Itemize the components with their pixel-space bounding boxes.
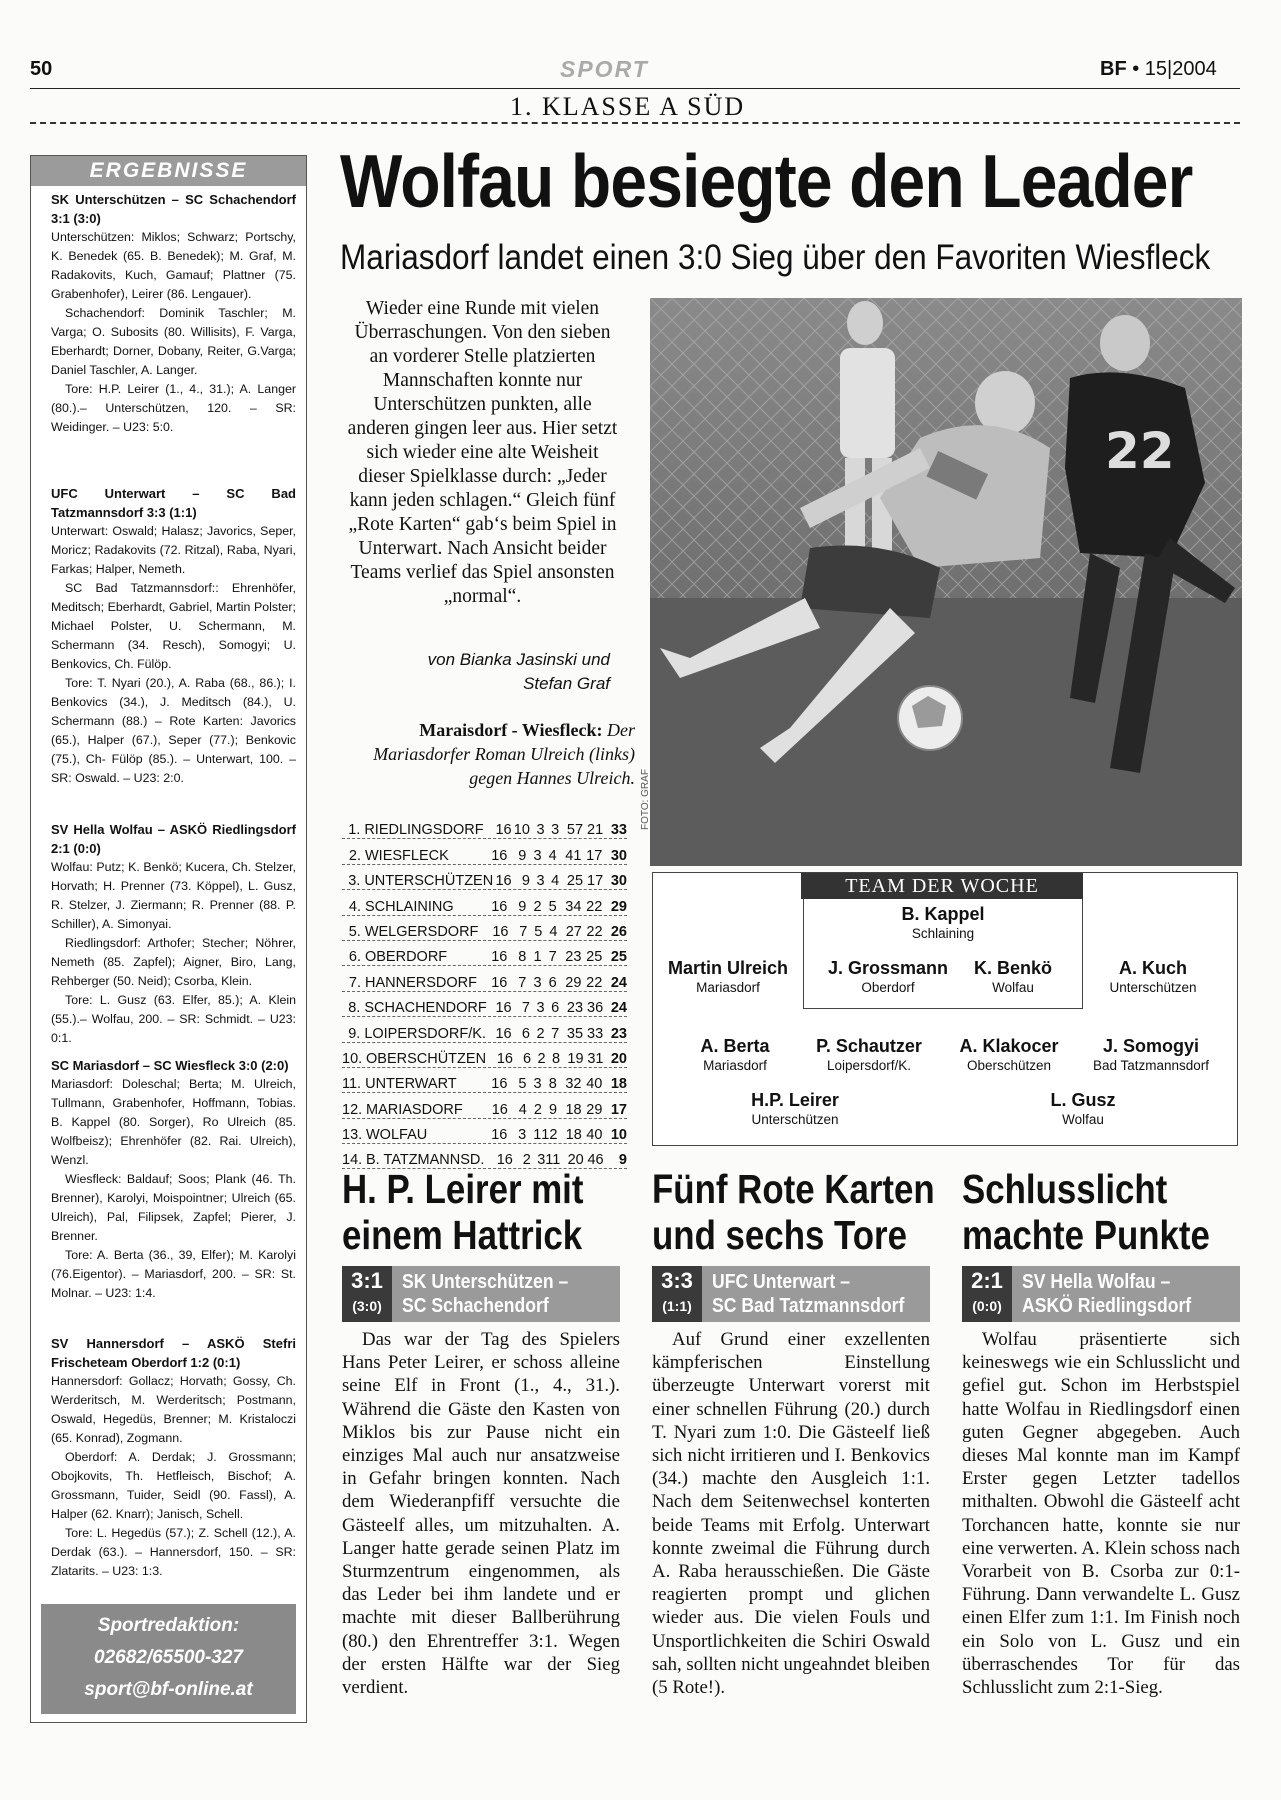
player-name: Martin Ulreich (667, 958, 789, 978)
match-result-3 (51, 820, 296, 1048)
contact-box (41, 1604, 296, 1714)
player-club: Unterschützen (1109, 980, 1197, 995)
standings-row (342, 1017, 627, 1042)
standings-pos: 2. (348, 847, 361, 864)
player-name: J. Somogyi (1102, 1036, 1200, 1056)
standings-g: 16 (495, 1025, 512, 1042)
player-forward-1 (715, 1089, 875, 1128)
results-sidebar (30, 155, 307, 1723)
column-2-headline (652, 1166, 935, 1258)
match-title: UFC Unterwart – SC Bad Tatzmannsdorf 3:3 (1:1) (51, 486, 296, 520)
player-club: Oberschützen (966, 1058, 1052, 1073)
standings-d: 2 (533, 898, 542, 915)
team-home: SK Unterschützen – (402, 1271, 569, 1293)
lineup-home: Mariasdorf: Doleschal; Berta; M. Ulreich, Tullmann, Grabenhofer, Hoffmann, Tobias. B. Kappel (80. Sorger), Ro Ulreich (85. Wolfbeisz); Ehrenhöfer (82. Rai. Ulreich), Wenzl. (51, 1077, 296, 1167)
publication-info: BF • 15|2004 (1100, 58, 1217, 80)
standings-f: 23 (565, 949, 582, 966)
standings-team: B. TATZMANNSD. (366, 1152, 485, 1169)
standings-l: 8 (551, 1050, 561, 1067)
byline-line-1: von Bianka Jasinski und (427, 650, 610, 669)
standings-l: 9 (548, 1101, 558, 1118)
standings-f: 32 (565, 1076, 582, 1093)
contact-email[interactable]: sport@bf-online.at (84, 1679, 253, 1700)
player-club: Oberdorf (861, 980, 915, 995)
teams (402, 1270, 568, 1318)
standings-f: 29 (565, 974, 582, 991)
team-away: ASKÖ Riedlingsdorf (1022, 1295, 1192, 1317)
team-of-the-week (652, 872, 1238, 1146)
teams (712, 1270, 904, 1318)
standings-a: 40 (586, 1076, 603, 1093)
standings-d: 3 (537, 1152, 546, 1169)
standings-f: 35 (566, 1025, 584, 1042)
standings-row (342, 890, 627, 915)
column-1-text (342, 1328, 620, 1699)
halftime-score: (1:1) (662, 1298, 692, 1314)
standings-g: 16 (496, 1152, 513, 1169)
standings-row (342, 865, 627, 890)
standings-a: 31 (587, 1050, 604, 1067)
standings-f: 18 (565, 1127, 582, 1144)
standings-l: 8 (548, 1076, 557, 1093)
standings-pos: 12. (342, 1101, 363, 1118)
standings-l: 7 (548, 949, 557, 966)
standings-g: 16 (491, 1076, 508, 1093)
standings-f: 19 (567, 1050, 584, 1067)
svg-text:22: 22 (1105, 422, 1175, 480)
column-3-body: Wolfau präsentierte sich keineswegs wie ein Schlusslicht und gefiel gut. Schon im Herbstspiel hatte Wolfau in Riedlingsdorf einen guten Gegner abgegeben. Auch dieses Mal konnte man im Kampf Erster gegen Letzter tadellos mithalten. Obwohl die Gästeelf acht Torchancen hatte, konnte sie nur eine verwerten. A. Klein schoss nach Vorarbeit von B. Csorba zur 0:1-Führung. Dann verwandelte L. Gusz einen Elfer zum 1:1. Im Finish noch ein Solo von L. Gusz und ein überraschendes Tor für das Schlusslicht zum 2:1-Sieg. (962, 1329, 1240, 1699)
standings-w: 9 (518, 847, 527, 864)
standings-pos: 5. (348, 923, 361, 940)
standings-team: SCHLAINING (364, 898, 454, 915)
header-rule (30, 88, 1240, 89)
byline-line-2: Stefan Graf (523, 674, 610, 693)
player-club: Loipersdorf/K. (826, 1058, 912, 1073)
final-score: 3:3 (661, 1268, 693, 1293)
player-name: A. Kuch (1118, 958, 1187, 978)
standings-l: 6 (548, 974, 557, 991)
standings-d: 2 (536, 1025, 545, 1042)
standings-a: 36 (587, 1000, 604, 1017)
standings-a: 17 (587, 873, 604, 890)
standings-p: 24 (610, 1000, 627, 1017)
player-club: Bad Tatzmannsdorf (1092, 1058, 1210, 1073)
player-defender-1 (648, 957, 808, 996)
lineup-away: Wiesfleck: Baldauf; Soos; Plank (46. Th. Brenner), Karolyi, Moispointner; Ulreich (65. Ulreich), Pal, Filipsek, Zapfel; Pierer, J. Brenner. (51, 1172, 296, 1243)
standings-l: 7 (551, 1025, 560, 1042)
standings-d: 1 (533, 1127, 542, 1144)
standings-p: 30 (610, 847, 627, 864)
standings-a: 22 (586, 923, 603, 940)
player-name: H.P. Leirer (751, 1090, 839, 1110)
score-box (342, 1266, 392, 1322)
standings-g: 16 (495, 822, 512, 839)
player-name: A. Klakocer (959, 1036, 1059, 1056)
standings-p: 29 (610, 898, 627, 915)
standings-pos: 9. (348, 1025, 361, 1042)
standings-w: 7 (518, 974, 527, 991)
standings-pos: 7. (348, 974, 361, 991)
issue-number: 15|2004 (1144, 58, 1217, 80)
standings-p: 25 (610, 949, 627, 966)
player-club: Wolfau (992, 980, 1034, 995)
player-club: Mariasdorf (696, 980, 760, 995)
standings-team: UNTERWART (365, 1076, 457, 1093)
match-title: SK Unterschützen – SC Schachendorf 3:1 (3:0) (51, 192, 296, 226)
standings-l: 4 (548, 847, 557, 864)
column-3-text (962, 1328, 1240, 1699)
standings-f: 34 (565, 898, 582, 915)
player-midfielder-3 (929, 1035, 1089, 1074)
standings-f: 20 (567, 1152, 584, 1169)
player-name: P. Schautzer (816, 1036, 922, 1056)
intro-text: Wieder eine Runde mit vielen Überraschungen. Von den sieben an vorderer Stelle platzierten Mannschaften konnte nur Unterschützen punkten, alle anderen gingen leer aus. Hier setzt sich wieder eine alte Weisheit dieser Spielklasse durch: „Jeder kann jeden schlagen.“ Gleich fünf „Rote Karten“ gab‘s beim Spiel in Unterwart. Nach Ansicht beider Teams verlief das Spiel ansonsten „normal“. (347, 298, 618, 607)
column-2-headline-line-2: und sechs Tore (652, 1212, 907, 1258)
standings-w: 7 (519, 923, 528, 940)
standings-pos: 10. (342, 1050, 363, 1067)
final-score: 3:1 (351, 1268, 383, 1293)
standings-l: 4 (549, 923, 558, 940)
standings-team: RIEDLINGSDORF (364, 822, 484, 839)
standings-pos: 1. (348, 822, 361, 839)
column-2-body: Auf Grund einer exzellenten kämpferischen Einstellung überzeugte Unterwart vorerst mit einer schnellen Führung (20.) durch T. Nyari zum 1:0. Die Gästeelf ließ sich nicht irritieren und I. Benkovics (34.) machte den Ausgleich 1:1. Nach dem Seitenwechsel konterten beide Teams mit Erfolg. Unterwart konnte zweimal die Führung durch A. Raba herausschießen. Die Gäste reagierten prompt und glichen wieder aus. Die vielen Fouls und Unsportlichkeiten die Schiri Oswald sah, sollten nicht ungeahndet bleiben (5 Rote!). (652, 1329, 930, 1699)
standings-g: 16 (491, 898, 508, 915)
player-midfielder-4 (1071, 1035, 1231, 1074)
player-club: Schlaining (911, 926, 975, 941)
standings-row (342, 1043, 627, 1068)
standings-pos: 4. (348, 898, 361, 915)
standings-g: 16 (491, 1127, 508, 1144)
standings-a: 29 (586, 1101, 603, 1118)
standings-w: 3 (518, 1127, 527, 1144)
lineup-home: Unterwart: Oswald; Halasz; Javorics, Seper, Moricz; Radakovits (72. Ritzal), Raba, Nyari, Farkas; Halper, Nemeth. (51, 524, 296, 576)
lineup-away: Riedlingsdorf: Arthofer; Stecher; Nöhrer, Nemeth (85. Zapfel); Aigner, Biro, Lang, Rehberger (50. Neid); Csorba, Klein. (51, 936, 296, 988)
standings-w: 5 (518, 1076, 527, 1093)
column-2-headline-line-1: Fünf Rote Karten (652, 1166, 935, 1212)
standings-d: 3 (533, 974, 542, 991)
standings-row (342, 1068, 627, 1093)
standings-p: 10 (610, 1127, 627, 1144)
standings-d: 2 (537, 1050, 546, 1067)
standings-team: OBERSCHÜTZEN (366, 1050, 487, 1067)
standings-w: 6 (522, 1050, 532, 1067)
halftime-score: (3:0) (352, 1298, 382, 1314)
caption-title: Maraisdorf - Wiesfleck: (419, 720, 603, 740)
player-defender-3 (933, 957, 1093, 996)
standings-team: UNTERSCHÜTZEN (364, 873, 494, 890)
section-label: SPORT (560, 56, 649, 82)
standings-pos: 6. (348, 949, 361, 966)
contact-label: Sportredaktion: (97, 1615, 240, 1636)
standings-team: WELGERSDORF (364, 923, 479, 940)
byline (345, 648, 610, 696)
standings-p: 30 (610, 873, 627, 890)
standings-table (342, 814, 627, 1169)
photo-credit: FOTO: GRAF (640, 769, 651, 830)
column-1-headline (342, 1166, 583, 1258)
team-home: SV Hella Wolfau – (1022, 1271, 1171, 1293)
lineup-away: Oberdorf: A. Derdak; J. Grossmann; Obojkovits, Th. Hetfleisch, Bischof; A. Grossmann, Tuider, Seidl (90. Fassl), A. Halper (62. Knarr); Janisch, Schell. (51, 1450, 296, 1521)
team-away: SC Schachendorf (402, 1295, 549, 1317)
player-midfielder-2 (789, 1035, 949, 1074)
column-1-headline-line-1: H. P. Leirer mit (342, 1166, 584, 1212)
standings-row (342, 814, 627, 839)
player-club: Wolfau (1062, 1112, 1104, 1127)
score-box (962, 1266, 1012, 1322)
standings-d: 3 (536, 822, 545, 839)
column-1-body: Das war der Tag des Spielers Hans Peter Leirer, er schoss alleine seine Elf in Front (1., 4., 31.). Während die Gäste den Kasten von Miklos bis zur Pause nicht ein einziges Mal auch nur ansatzweise in Gefahr bringen konnten. Nach dem Wiederanpfiff versuchte die Gästeelf alles, um mitzuhalten. A. Langer hatte gerade seinen Platz im Sturmzentrum eingenommen, als das Leder bei ihm landete und er machte mit dieser Ballberührung (80.) den Ehrentreffer 3:1. Wegen der ersten Hälfte war der Sieg verdient. (342, 1329, 620, 1699)
team-home: UFC Unterwart – (712, 1271, 850, 1293)
results-title: ERGEBNISSE (31, 156, 306, 186)
header-dashed-rule (30, 122, 1240, 124)
standings-f: 18 (565, 1101, 582, 1118)
team-away: SC Bad Tatzmannsdorf (712, 1295, 905, 1317)
team-of-the-week-title: TEAM DER WOCHE (801, 873, 1083, 899)
standings-team: WOLFAU (366, 1127, 428, 1144)
publication-name: BF (1100, 58, 1127, 80)
standings-l: 3 (551, 822, 560, 839)
standings-w: 7 (521, 1000, 530, 1017)
standings-d: 3 (533, 1076, 542, 1093)
match-result-2 (51, 484, 296, 788)
standings-row (342, 941, 627, 966)
goals: Tore: A. Berta (36., 39, Elfer); M. Karolyi (76.Eigentor). – Mariasdorf, 200. – SR: St. Molnar. – U23: 1:4. (51, 1248, 296, 1300)
match-title: SV Hella Wolfau – ASKÖ Riedlingsdorf 2:1 (0:0) (51, 822, 296, 856)
standings-a: 17 (586, 847, 603, 864)
standings-team: LOIPERSDORF/K. (364, 1025, 486, 1042)
standings-d: 1 (533, 949, 542, 966)
standings-p: 20 (610, 1050, 627, 1067)
score-box (652, 1266, 702, 1322)
standings-p: 23 (610, 1025, 627, 1042)
column-1-scorebar (342, 1266, 620, 1322)
halftime-score: (0:0) (972, 1298, 1002, 1314)
lineup-home: Wolfau: Putz; K. Benkö; Kucera, Ch. Stelzer, Horvath; H. Prenner (73. Köppel), L. Gusz, R. Stelzer, J. Ziermann; R. Prenner (88. P. Schiller), A. Simonyai. (51, 860, 296, 931)
column-2-text (652, 1328, 930, 1699)
standings-team: HANNERSDORF (364, 974, 477, 991)
standings-p: 26 (610, 923, 627, 940)
standings-a: 33 (587, 1025, 604, 1042)
standings-a: 40 (586, 1127, 603, 1144)
standings-l: 5 (548, 898, 557, 915)
standings-row (342, 1119, 627, 1144)
match-result-4 (51, 1056, 296, 1303)
standings-row (342, 1093, 627, 1118)
headline: Wolfau besiegte den Leader (340, 139, 1193, 223)
caption-text: Der Mariasdorfer Roman Ulreich (links) gegen Hannes Ulreich. (373, 720, 635, 788)
player-name: K. Benkö (973, 958, 1052, 978)
football-photo-illustration (650, 298, 1242, 866)
standings-g: 16 (495, 1000, 512, 1017)
player-name: A. Berta (700, 1036, 770, 1056)
goals: Tore: L. Gusz (63. Elfer, 85.); A. Klein (55.).– Wolfau, 200. – SR: Schmidt. – U23: 0:1. (51, 993, 296, 1045)
standings-a: 22 (586, 974, 603, 991)
standings-g: 16 (491, 847, 508, 864)
match-result-5 (51, 1334, 296, 1581)
standings-l: 12 (541, 1127, 558, 1144)
column-3-headline-line-2: machte Punkte (962, 1212, 1210, 1258)
player-defender-4 (1073, 957, 1233, 996)
standings-p: 9 (618, 1152, 627, 1169)
standings-d: 5 (534, 923, 543, 940)
standings-w: 9 (518, 898, 527, 915)
standings-g: 16 (492, 923, 509, 940)
lineup-away: SC Bad Tatzmannsdorf:: Ehrenhöfer, Meditsch; Eberhardt, Gabriel, Martin Polster; Michael Polster, U. Schermann, M. Schermann (34. Resch), Somogyi; U. Benkovics, Ch. Fülöp. (51, 581, 296, 671)
standings-pos: 13. (342, 1127, 363, 1144)
lineup-home: Unterschützen: Miklos; Schwarz; Portschy, K. Benedek (65. B. Benedek); M. Graf, M. Radakovits, Kuch, Gamauf; Plattner (75. Grabenhofer), Leirer (86. Lengauer). (51, 230, 296, 301)
player-name: J. Grossmann (827, 958, 949, 978)
standings-f: 23 (566, 1000, 584, 1017)
player-name: L. Gusz (1050, 1090, 1116, 1110)
standings-p: 17 (610, 1101, 627, 1118)
match-title: SC Mariasdorf – SC Wiesfleck 3:0 (2:0) (51, 1058, 289, 1073)
standings-w: 4 (518, 1101, 527, 1118)
column-3-scorebar (962, 1266, 1240, 1322)
standings-w: 2 (522, 1152, 531, 1169)
standings-team: WIESFLECK (364, 847, 449, 864)
standings-team: OBERDORF (364, 949, 448, 966)
column-3-headline-line-1: Schlusslicht (962, 1166, 1168, 1212)
column-2-scorebar (652, 1266, 930, 1322)
player-club: Mariasdorf (703, 1058, 767, 1073)
standings-a: 22 (586, 898, 603, 915)
goals: Tore: L. Hegedüs (57.); Z. Schell (12.), A. Derdak (63.). – Hannersdorf, 150. – SR: Zlatarits. – U23: 1:3. (51, 1526, 296, 1578)
match-result-1 (51, 190, 296, 437)
standings-p: 18 (610, 1076, 627, 1093)
standings-l: 6 (551, 1000, 560, 1017)
goals: Tore: T. Nyari (20.), A. Raba (68., 86.); I. Benkovics (34.), J. Meditsch (84.), U. Schermann (88.) – Rote Karten: Javorics (65.), Halper (67.), Seper (77.); Benkovic (75.), Ch- Fülöp (85.). – Unterwart, 100. – SR: Oswald. – U23: 2:0. (51, 676, 296, 785)
standings-a: 21 (587, 822, 604, 839)
standings-f: 27 (565, 923, 582, 940)
photo-caption (345, 718, 635, 790)
standings-w: 8 (518, 949, 527, 966)
standings-a: 46 (587, 1152, 604, 1169)
player-forward-2 (1003, 1089, 1163, 1128)
player-name: B. Kappel (901, 904, 985, 924)
match-photo (650, 298, 1242, 866)
standings-pos: 11. (342, 1076, 362, 1093)
standings-g: 16 (491, 949, 508, 966)
column-3-headline (962, 1166, 1210, 1258)
standings-g: 16 (491, 974, 508, 991)
standings-row (342, 916, 627, 941)
standings-w: 10 (513, 822, 530, 839)
player-goalkeeper (863, 903, 1023, 942)
standings-f: 57 (566, 822, 584, 839)
standings-pos: 3. (348, 873, 361, 890)
standings-g: 16 (495, 873, 512, 890)
standings-pos: 8. (348, 1000, 361, 1017)
standings-d: 3 (533, 847, 542, 864)
final-score: 2:1 (971, 1268, 1003, 1293)
league-title: 1. KLASSE A SÜD (510, 92, 746, 121)
match-title: SV Hannersdorf – ASKÖ Stefri Frischeteam Oberdorf 1:2 (0:1) (51, 1336, 296, 1370)
lineup-home: Hannersdorf: Gollacz; Horvath; Gossy, Ch. Werderitsch, M. Werderitsch; Postmann, Oswald, Hegedüs, Brenner; M. Kristaloczi (65. Konrad), Zogmann. (51, 1374, 296, 1445)
standings-row (342, 966, 627, 991)
standings-team: MARIASDORF (366, 1101, 463, 1118)
player-club: Unterschützen (751, 1112, 839, 1127)
standings-f: 25 (566, 873, 584, 890)
standings-g: 16 (496, 1050, 513, 1067)
standings-d: 2 (533, 1101, 542, 1118)
standings-team: SCHACHENDORF (364, 1000, 487, 1017)
standings-row (342, 839, 627, 864)
page-number: 50 (30, 58, 53, 80)
standings-l: 11 (545, 1152, 561, 1169)
goals: Tore: H.P. Leirer (1., 4., 31.); A. Langer (80.).– Unterschützen, 120. – SR: Weidinger. – U23: 5:0. (51, 382, 296, 434)
standings-w: 6 (521, 1025, 530, 1042)
contact-phone: 02682/65500-327 (94, 1647, 243, 1668)
standings-w: 9 (521, 873, 530, 890)
standings-d: 3 (536, 1000, 545, 1017)
standings-p: 33 (610, 822, 627, 839)
standings-p: 24 (610, 974, 627, 991)
column-1-headline-line-2: einem Hattrick (342, 1212, 583, 1258)
standings-l: 4 (551, 873, 560, 890)
lineup-away: Schachendorf: Dominik Taschler; M. Varga; O. Subosits (80. Willisits), F. Varga, Eberhardt; Dorner, Dobany, Reiter, G.Varga; Daniel Taschler, A. Langer. (51, 306, 296, 377)
subheadline: Mariasdorf landet einen 3:0 Sieg über den Favoriten Wiesfleck (340, 238, 1211, 277)
standings-pos: 14. (342, 1152, 363, 1169)
teams (1022, 1270, 1191, 1318)
standings-g: 16 (491, 1101, 508, 1118)
standings-f: 41 (565, 847, 582, 864)
standings-d: 3 (536, 873, 545, 890)
standings-row (342, 992, 627, 1017)
standings-a: 25 (586, 949, 603, 966)
